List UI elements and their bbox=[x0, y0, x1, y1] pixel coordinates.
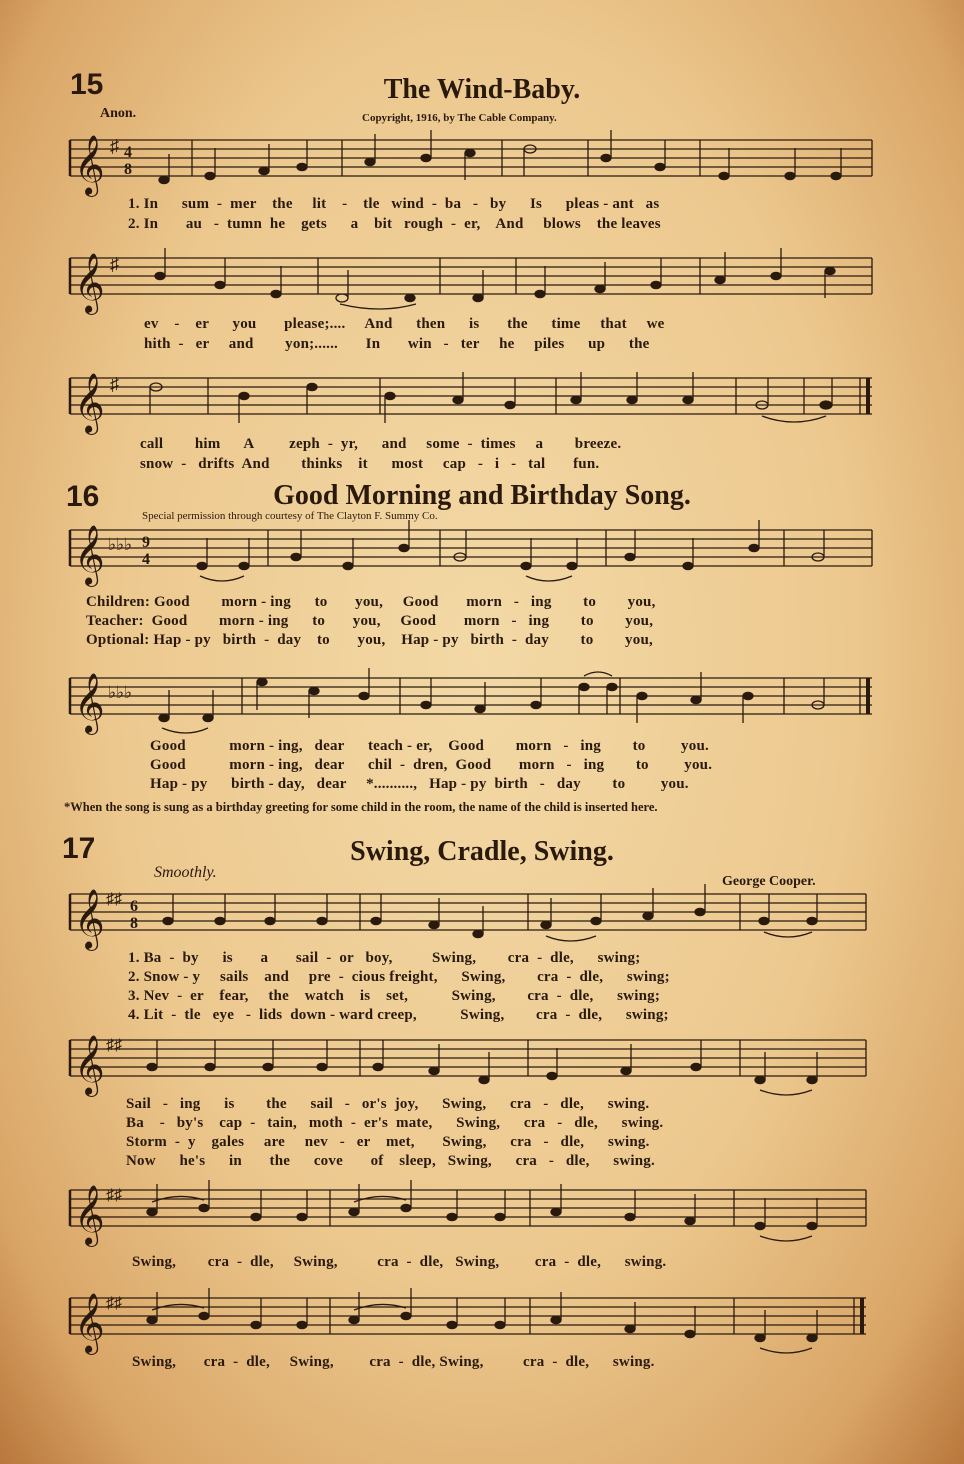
time-signature-top: 4 bbox=[124, 144, 132, 161]
music-staff bbox=[60, 884, 880, 954]
svg-text:♯♯: ♯♯ bbox=[106, 1037, 122, 1054]
svg-text:♭♭♭: ♭♭♭ bbox=[108, 683, 133, 702]
lyric-line: 2. In au - tumn he gets a bit rough - er, And blows the leaves bbox=[128, 216, 661, 232]
svg-text:♯♯: ♯♯ bbox=[106, 1187, 122, 1204]
lyricist-credit: George Cooper. bbox=[722, 874, 816, 889]
music-staff bbox=[60, 668, 880, 738]
time-signature-top: 9 bbox=[142, 534, 150, 551]
time-signature-top: 6 bbox=[130, 898, 138, 915]
lyric-line: snow - drifts And thinks it most cap - i - tal fun. bbox=[140, 456, 600, 472]
time-signature-bottom: 4 bbox=[142, 551, 150, 568]
music-staff bbox=[60, 130, 880, 200]
music-staff bbox=[60, 1288, 880, 1358]
hymn-title: Swing, Cradle, Swing. bbox=[350, 836, 614, 867]
lyric-line: Children: Good morn - ing to you, Good morn - ing to you, bbox=[86, 594, 656, 610]
treble-clef-icon: 𝄞 bbox=[74, 255, 105, 312]
lyric-line: Sail - ing is the sail - or's joy, Swing, cra - dle, swing. bbox=[126, 1096, 650, 1112]
music-staff bbox=[60, 520, 880, 590]
lyric-line: Swing, cra - dle, Swing, cra - dle, Swing, cra - dle, swing. bbox=[132, 1254, 667, 1270]
lyric-line: Good morn - ing, dear teach - er, Good morn - ing to you. bbox=[150, 738, 709, 754]
music-staff bbox=[60, 248, 880, 318]
treble-clef-icon: 𝄞 bbox=[74, 1187, 105, 1244]
treble-clef-icon: 𝄞 bbox=[74, 137, 105, 194]
treble-clef-icon: 𝄞 bbox=[74, 375, 105, 432]
svg-text:♯♯: ♯♯ bbox=[106, 891, 122, 908]
lyric-line: 1. Ba - by is a sail - or boy, Swing, cra - dle, swing; bbox=[128, 950, 641, 966]
lyric-line: Hap - py birth - day, dear *.........., Hap - py birth - day to you. bbox=[150, 776, 689, 792]
time-signature-bottom: 8 bbox=[124, 161, 132, 178]
lyric-line: Optional: Hap - py birth - day to you, Hap - py birth - day to you, bbox=[86, 632, 653, 648]
music-staff bbox=[60, 368, 880, 438]
svg-text:♯: ♯ bbox=[110, 136, 119, 156]
lyric-line: 2. Snow - y sails and pre - cious freight, Swing, cra - dle, swing; bbox=[128, 969, 670, 985]
hymn-number: 15 bbox=[70, 68, 104, 101]
copyright-notice: Copyright, 1916, by The Cable Company. bbox=[362, 112, 557, 124]
lyric-line: Swing, cra - dle, Swing, cra - dle, Swing, cra - dle, swing. bbox=[132, 1354, 655, 1370]
footnote: *When the song is sung as a birthday greeting for some child in the room, the name of the child is inserted here. bbox=[64, 800, 658, 814]
hymn-number: 17 bbox=[62, 832, 96, 865]
lyric-line: 4. Lit - tle eye - lids down - ward creep, Swing, cra - dle, swing; bbox=[128, 1007, 669, 1023]
lyric-line: Now he's in the cove of sleep, Swing, cra - dle, swing. bbox=[126, 1153, 655, 1169]
treble-clef-icon: 𝄞 bbox=[74, 1037, 105, 1094]
hymn-title: Good Morning and Birthday Song. bbox=[273, 480, 691, 511]
lyric-line: Teacher: Good morn - ing to you, Good morn - ing to you, bbox=[86, 613, 654, 629]
svg-text:♯: ♯ bbox=[110, 254, 119, 274]
lyric-line: hith - er and yon;...... In win - ter he piles up the bbox=[144, 336, 650, 352]
permission-notice: Special permission through courtesy of The Clayton F. Summy Co. bbox=[142, 510, 438, 522]
lyric-line: 1. In sum - mer the lit - tle wind - ba - by Is pleas - ant as bbox=[128, 196, 660, 212]
music-staff bbox=[60, 1030, 880, 1100]
lyric-line: Good morn - ing, dear chil - dren, Good morn - ing to you. bbox=[150, 757, 713, 773]
hymn-title: The Wind-Baby. bbox=[383, 74, 581, 105]
treble-clef-icon: 𝄞 bbox=[74, 675, 105, 732]
lyric-line: Ba - by's cap - tain, moth - er's mate, Swing, cra - dle, swing. bbox=[126, 1115, 664, 1131]
lyric-line: ev - er you please;.... And then is the time that we bbox=[144, 316, 665, 332]
svg-text:♯♯: ♯♯ bbox=[106, 1295, 122, 1312]
treble-clef-icon: 𝄞 bbox=[74, 1295, 105, 1352]
hymn-number: 16 bbox=[66, 480, 100, 513]
lyric-line: Storm - y gales are nev - er met, Swing, cra - dle, swing. bbox=[126, 1134, 650, 1150]
lyricist-credit: Anon. bbox=[100, 106, 137, 121]
lyric-line: call him A zeph - yr, and some - times a breeze. bbox=[140, 436, 622, 452]
treble-clef-icon: 𝄞 bbox=[74, 891, 105, 948]
lyric-line: 3. Nev - er fear, the watch is set, Swing, cra - dle, swing; bbox=[128, 988, 661, 1004]
tempo-marking: Smoothly. bbox=[154, 864, 217, 881]
treble-clef-icon: 𝄞 bbox=[74, 527, 105, 584]
time-signature-bottom: 8 bbox=[130, 915, 138, 932]
svg-text:♯: ♯ bbox=[110, 374, 119, 394]
svg-text:♭♭♭: ♭♭♭ bbox=[108, 535, 133, 554]
music-staff bbox=[60, 1180, 880, 1250]
